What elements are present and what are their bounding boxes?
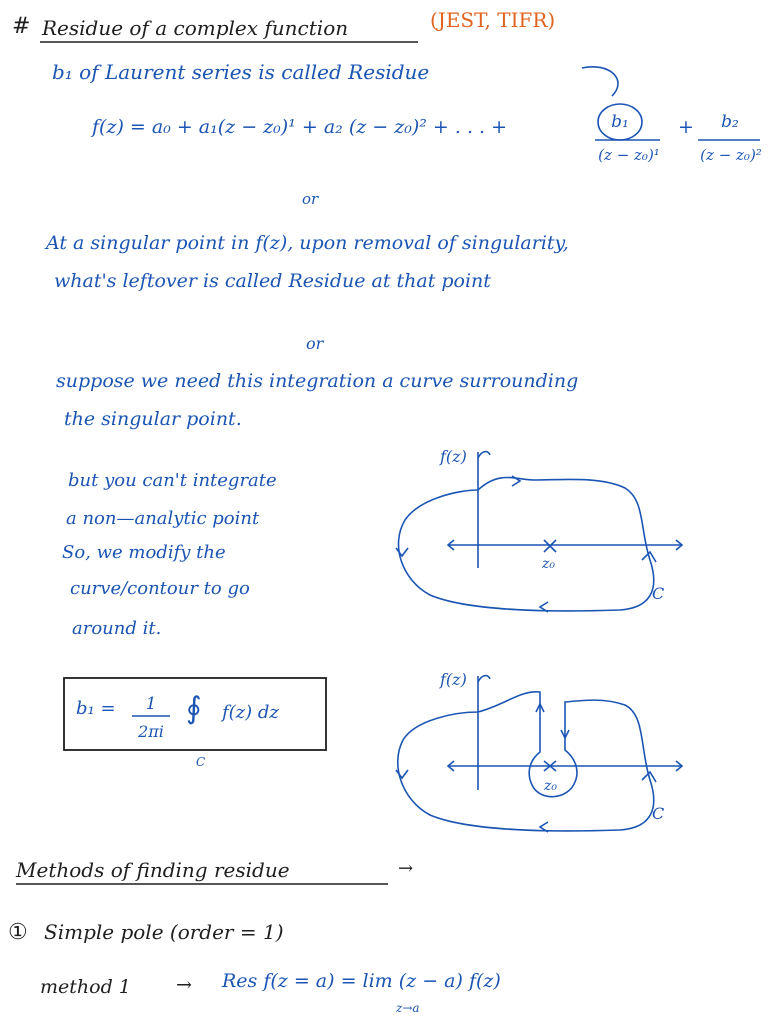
curved-arrow	[582, 67, 618, 96]
item-number-1: ①	[8, 920, 28, 945]
graph1-y-axis-hook	[478, 452, 490, 458]
graph1-contour-label: C	[652, 584, 665, 603]
graph2-y-axis-hook	[478, 676, 490, 682]
formula-numerator: 1	[145, 694, 157, 714]
methods-arrow: →	[398, 858, 414, 879]
series-b2-denominator: (z − z₀)²	[700, 146, 762, 164]
method1-arrow: →	[176, 974, 192, 996]
formula-integrand: f(z) dz	[222, 702, 279, 723]
graph2-pole-label: z₀	[544, 778, 557, 794]
graph1-contour	[398, 478, 653, 611]
methods-heading: Methods of finding residue	[16, 858, 290, 882]
graph2-axis-label: f(z)	[440, 670, 467, 689]
graph1	[396, 452, 682, 612]
graph1-pole-mark	[544, 540, 556, 552]
definition-laurent: b₁ of Laurent series is called Residue	[52, 60, 430, 84]
graph2	[396, 676, 682, 832]
graph1-direction-arrow-left	[396, 548, 408, 556]
note-line3: So, we modify the	[62, 542, 226, 563]
note-line1: but you can't integrate	[68, 470, 277, 491]
simple-pole-heading: Simple pole (order = 1)	[44, 920, 284, 944]
integration-line1: suppose we need this integration a curve surrounding	[56, 370, 579, 392]
hash-mark: #	[12, 14, 31, 39]
or-separator-2: or	[306, 334, 324, 353]
contour-integral-sign: ∮	[186, 691, 202, 726]
series-b1-denominator: (z − z₀)¹	[598, 146, 660, 164]
laurent-series: f(z) = a₀ + a₁(z − z₀)¹ + a₂ (z − z₀)² + . . . +	[92, 116, 508, 138]
definition-singular-line2: what's leftover is called Residue at that point	[54, 270, 491, 292]
residue-formula: Res f(z = a) = lim (z − a) f(z)	[222, 970, 501, 992]
method1-label: method 1	[40, 976, 131, 998]
graph1-pole-label: z₀	[542, 556, 555, 572]
series-plus: +	[678, 116, 694, 138]
formula-denominator: 2πi	[138, 722, 164, 741]
graph1-axis-label: f(z)	[440, 447, 467, 466]
graph2-direction-arrow-left	[396, 770, 408, 778]
graph2-keyhole-contour	[398, 692, 654, 831]
note-line5: around it.	[72, 618, 162, 639]
graph2-contour-label: C	[652, 804, 665, 823]
page-title: Residue of a complex function	[42, 16, 349, 40]
series-b1-numerator: b₁	[611, 112, 629, 132]
definition-singular-line1: At a singular point in f(z), upon removal of singularity,	[46, 232, 569, 254]
series-b2-numerator: b₂	[721, 112, 739, 132]
integration-line2: the singular point.	[64, 408, 242, 430]
source-tag: (JEST, TIFR)	[430, 8, 556, 32]
integral-subscript: C	[196, 755, 206, 769]
limit-subscript: z→a	[396, 1001, 420, 1015]
note-line4: curve/contour to go	[70, 578, 250, 599]
note-line2: a non—analytic point	[66, 508, 260, 529]
formula-lhs: b₁ =	[76, 698, 116, 719]
or-separator-1: or	[302, 190, 319, 208]
